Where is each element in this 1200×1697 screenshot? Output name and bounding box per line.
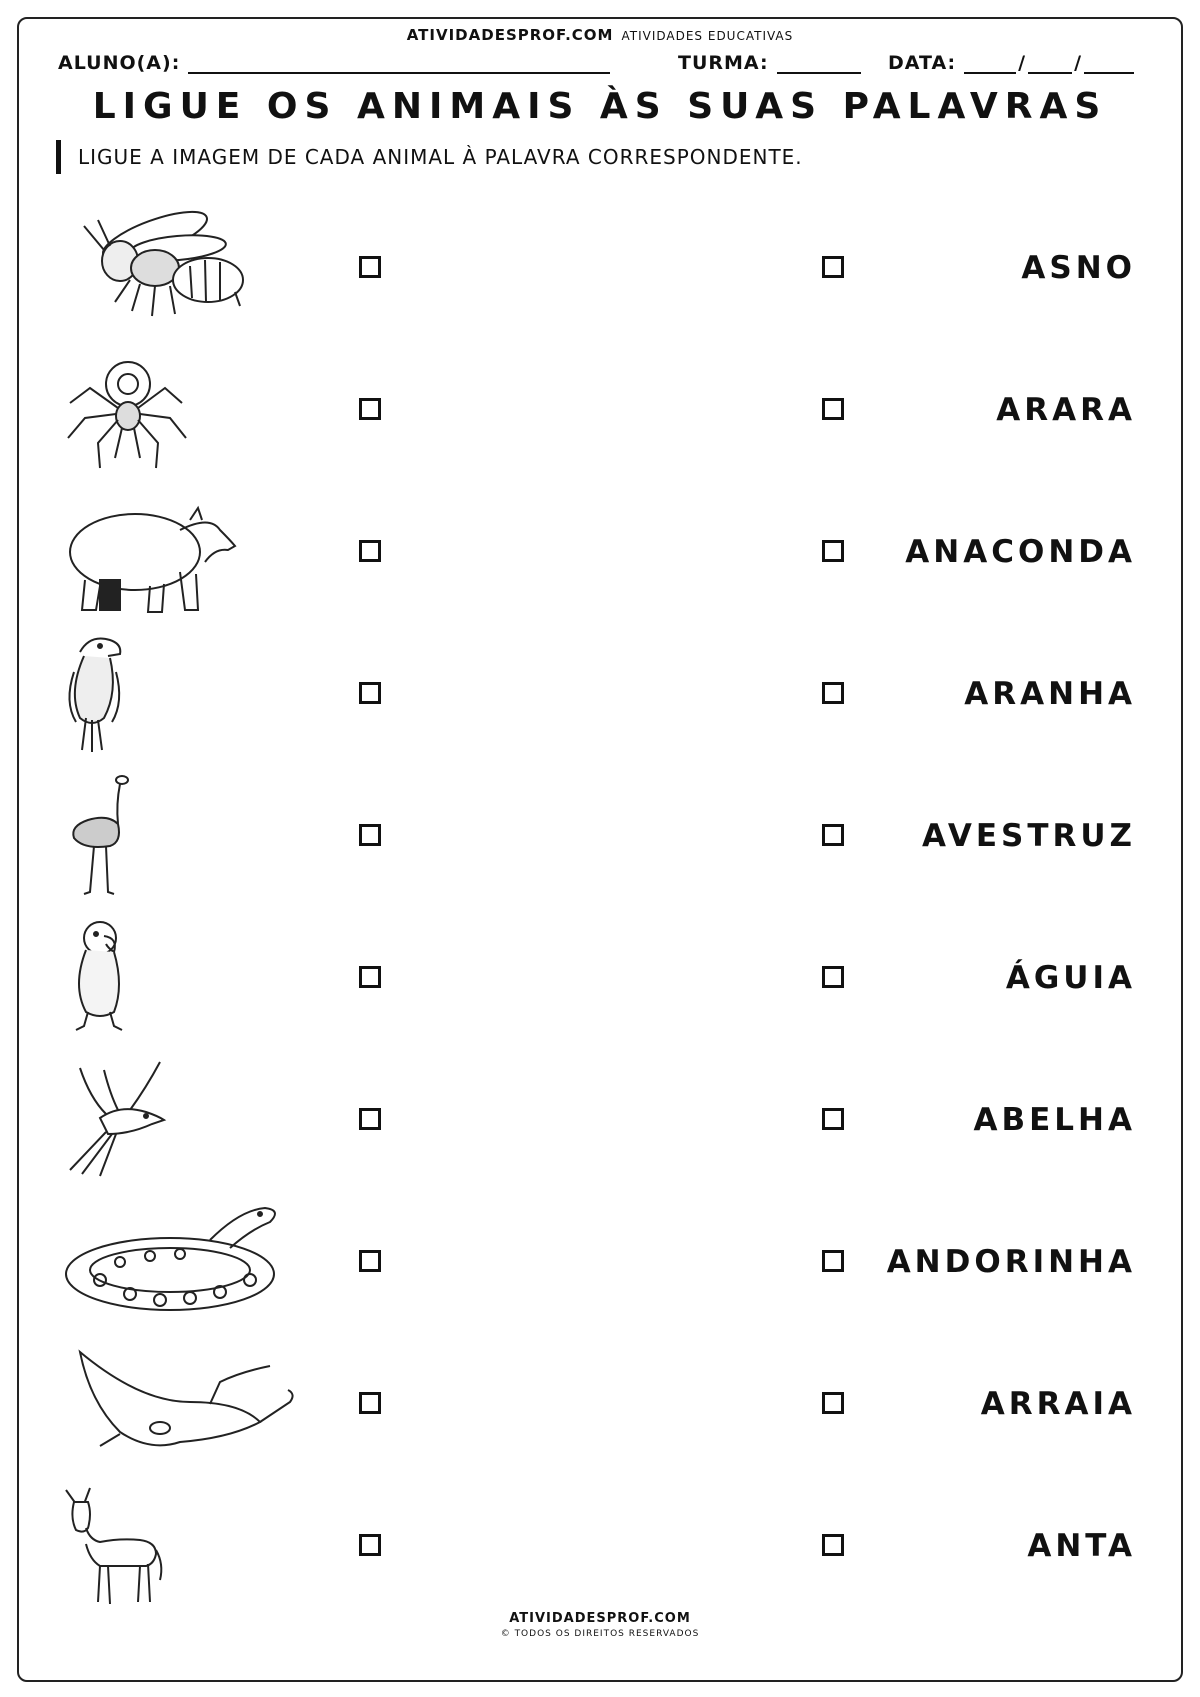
match-row — [0, 482, 1200, 624]
match-row — [0, 340, 1200, 482]
spider-illustration — [60, 348, 310, 474]
checkbox-left[interactable] — [359, 966, 381, 988]
checkbox-right[interactable] — [822, 256, 844, 278]
match-row — [0, 1192, 1200, 1334]
match-row — [0, 624, 1200, 766]
checkbox-right[interactable] — [822, 824, 844, 846]
instruction: LIGUE A IMAGEM DE CADA ANIMAL À PALAVRA CORRESPONDENTE. — [56, 140, 803, 174]
checkbox-right[interactable] — [822, 966, 844, 988]
footer-site: ATIVIDADESPROF.COM — [509, 1611, 691, 1626]
checkbox-left[interactable] — [359, 256, 381, 278]
date-field[interactable] — [888, 52, 1134, 74]
animal-word: ANTA — [1027, 1528, 1136, 1564]
site-header — [0, 26, 1200, 44]
checkbox-left[interactable] — [359, 682, 381, 704]
checkbox-right[interactable] — [822, 1108, 844, 1130]
checkbox-left[interactable] — [359, 1392, 381, 1414]
match-row — [0, 198, 1200, 340]
checkbox-left[interactable] — [359, 1108, 381, 1130]
student-info-fields — [58, 52, 1148, 76]
animal-word: ANACONDA — [905, 534, 1136, 570]
match-row — [0, 908, 1200, 1050]
class-field[interactable] — [678, 52, 861, 74]
animal-word: ABELHA — [973, 1102, 1136, 1138]
class-label: TURMA: — [678, 52, 769, 74]
stingray-illustration — [60, 1342, 310, 1468]
date-year-line[interactable] — [1084, 56, 1134, 74]
date-label: DATA: — [888, 52, 957, 74]
anaconda-illustration — [60, 1200, 310, 1326]
checkbox-left[interactable] — [359, 824, 381, 846]
checkbox-left[interactable] — [359, 540, 381, 562]
animal-word: ANDORINHA — [886, 1244, 1136, 1280]
class-line[interactable] — [777, 56, 861, 74]
footer-rights: © TODOS OS DIREITOS RESERVADOS — [500, 1629, 700, 1639]
checkbox-left[interactable] — [359, 398, 381, 420]
checkbox-right[interactable] — [822, 1250, 844, 1272]
checkbox-right[interactable] — [822, 1534, 844, 1556]
checkbox-right[interactable] — [822, 682, 844, 704]
animal-word: ARARA — [996, 392, 1136, 428]
bee-illustration — [60, 206, 310, 332]
donkey-illustration — [60, 1484, 310, 1610]
swallow-illustration — [60, 1058, 310, 1184]
animal-word: ASNO — [1021, 250, 1136, 286]
student-label: ALUNO(A): — [58, 52, 181, 74]
date-month-line[interactable] — [1028, 56, 1072, 74]
site-subtitle: ATIVIDADES EDUCATIVAS — [621, 29, 794, 43]
date-separator: / — [1074, 52, 1083, 74]
animal-word: ÁGUIA — [1005, 960, 1136, 996]
checkbox-left[interactable] — [359, 1250, 381, 1272]
page-footer — [0, 1611, 1200, 1639]
animal-word: ARRAIA — [980, 1386, 1136, 1422]
match-row — [0, 1050, 1200, 1192]
match-row — [0, 1476, 1200, 1618]
macaw-illustration — [60, 916, 310, 1042]
student-field[interactable] — [58, 52, 610, 74]
checkbox-right[interactable] — [822, 540, 844, 562]
page-title: LIGUE OS ANIMAIS ÀS SUAS PALAVRAS — [92, 86, 1108, 127]
checkbox-right[interactable] — [822, 1392, 844, 1414]
site-name: ATIVIDADESPROF.COM — [406, 26, 614, 44]
animal-word: ARANHA — [964, 676, 1136, 712]
student-name-line[interactable] — [188, 56, 610, 74]
eagle-illustration — [60, 632, 310, 758]
match-row — [0, 1334, 1200, 1476]
date-day-line[interactable] — [964, 56, 1016, 74]
ostrich-illustration — [60, 774, 310, 900]
tapir-illustration — [60, 490, 310, 616]
match-row — [0, 766, 1200, 908]
date-separator: / — [1018, 52, 1027, 74]
animal-word: AVESTRUZ — [921, 818, 1136, 854]
checkbox-right[interactable] — [822, 398, 844, 420]
checkbox-left[interactable] — [359, 1534, 381, 1556]
